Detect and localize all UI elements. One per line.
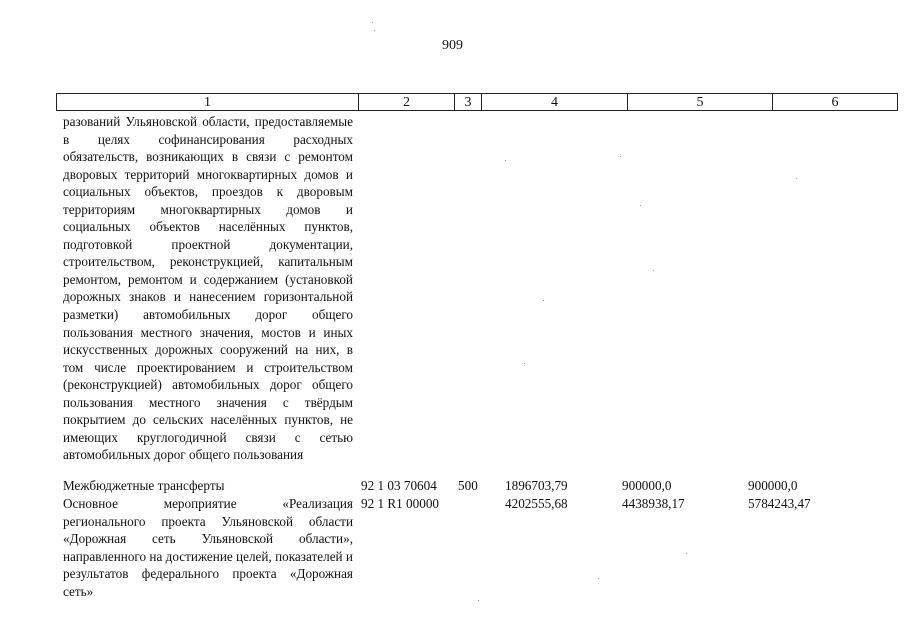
scan-speck — [686, 553, 687, 554]
table-row-1-name: разований Ульяновской области, предоставляемые в целях софинансирования расходных обязательств, возникающих в связи с ремонтом дворовых территорий многоквартирных домов и социальных объектов, проездов к дворовым территориям многоквартирных домов и социальных объектов населённых пунктов, подготовкой проектной документации, строительством, реконструкцией, капитальным ремонтом, ремонтом и содержанием (установкой дорожных знаков и нанесением горизонтальной разметки) автомобильных дорог общего пользования местного значения, мостов и иных искусственных дорожных сооружений на них, в том числе проектированием и строительством (реконструкцией) автомобильных дорог общего пользования местного значения с твёрдым покрытием до сельских населённых пунктов, не имеющих круглогодичной связи с сетью автомобильных дорог общего пользования — [63, 114, 353, 463]
table-row-2-code: 92 1 03 70604 — [361, 478, 437, 493]
header-col-5: 5 — [628, 94, 773, 110]
scan-speck — [478, 600, 479, 601]
header-col-2: 2 — [359, 94, 455, 110]
table-row-3-value-3: 5784243,47 — [748, 496, 811, 511]
scan-speck — [372, 22, 373, 23]
header-col-6: 6 — [831, 95, 839, 110]
scan-speck — [543, 300, 544, 301]
table-row-2-value-3: 900000,0 — [748, 478, 798, 493]
scan-speck — [598, 578, 599, 579]
table-row-3-name: Основное мероприятие «Реализация регионального проекта Ульяновской области «Дорожная сеть Ульяновской области», направленного на достижение целей, показателей и результатов федерального проекта «Дорожная сеть» — [63, 496, 353, 599]
table-row-3-value-1: 4202555,68 — [505, 496, 568, 511]
table-row-2-value-1: 1896703,79 — [505, 478, 568, 493]
scan-speck — [505, 160, 506, 161]
header-col-4: 4 — [482, 94, 628, 110]
page-number: 909 — [442, 38, 463, 53]
scan-speck — [374, 30, 375, 31]
table-row-2-value-2: 900000,0 — [622, 478, 672, 493]
table-header-row — [56, 93, 898, 111]
scan-speck — [796, 178, 797, 179]
scan-speck — [620, 156, 621, 157]
table-row-3-code: 92 1 R1 00000 — [361, 496, 440, 511]
header-col-3: 3 — [455, 94, 482, 110]
table-row-2-vr: 500 — [458, 478, 478, 493]
table-row-3-value-2: 4438938,17 — [622, 496, 685, 511]
header-col-1: 1 — [57, 94, 359, 110]
scan-speck — [640, 205, 641, 206]
scan-speck — [524, 363, 525, 364]
scan-speck — [653, 270, 654, 271]
table-row-2-name: Межбюджетные трансферты — [63, 478, 225, 493]
